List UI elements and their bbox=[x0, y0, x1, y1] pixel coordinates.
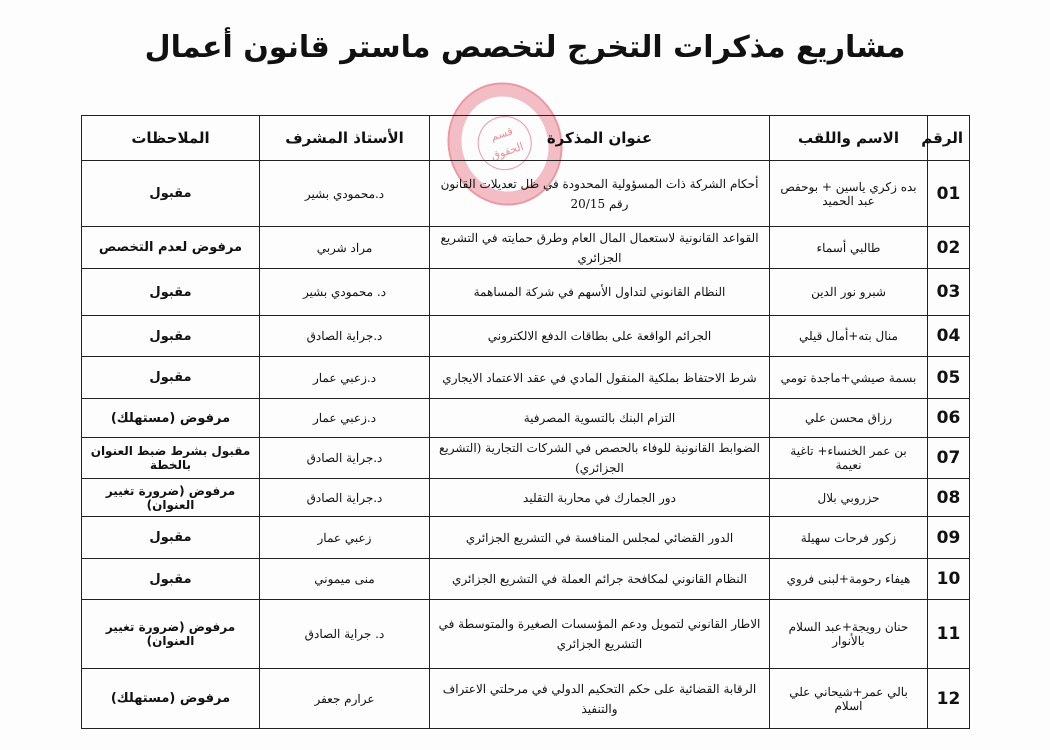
table-header-row bbox=[82, 116, 970, 161]
supervisor: د.جراية الصادق bbox=[260, 316, 430, 357]
supervisor: د.زعبي عمار bbox=[260, 399, 430, 438]
thesis-topic: القواعد القانونية لاستعمال المال العام وطرق حمايته في التشريع الجزائري bbox=[430, 227, 770, 269]
header-supervisor: الأستاذ المشرف bbox=[260, 116, 430, 161]
notes: مقبول bbox=[82, 357, 260, 399]
notes: مقبول bbox=[82, 517, 260, 559]
notes: مرفوض (مستهلك) bbox=[82, 669, 260, 729]
thesis-topic: الرقابة القضائية على حكم التحكيم الدولي في مرحلتي الاعتراف والتنفيذ bbox=[430, 669, 770, 729]
table-row bbox=[82, 669, 970, 729]
thesis-topic: النظام القانوني لمكافحة جرائم العملة في التشريع الجزائري bbox=[430, 559, 770, 600]
student-name: حنان رويجة+عبد السلام بالأنوار bbox=[770, 600, 928, 669]
student-name: حزروبي بلال bbox=[770, 479, 928, 517]
thesis-topic: النظام القانوني لتداول الأسهم في شركة المساهمة bbox=[430, 269, 770, 316]
notes: مرفوض (ضرورة تغيير العنوان) bbox=[82, 479, 260, 517]
student-name: بالي عمر+شيحاني علي اسلام bbox=[770, 669, 928, 729]
row-number: 06 bbox=[928, 399, 970, 438]
row-number: 11 bbox=[928, 600, 970, 669]
table-row bbox=[82, 316, 970, 357]
table-row bbox=[82, 161, 970, 227]
student-name: طالبي أسماء bbox=[770, 227, 928, 269]
supervisor: مراد شربي bbox=[260, 227, 430, 269]
supervisor: منى ميموني bbox=[260, 559, 430, 600]
row-number: 12 bbox=[928, 669, 970, 729]
row-number: 03 bbox=[928, 269, 970, 316]
supervisor: زعبي عمار bbox=[260, 517, 430, 559]
page-title: مشاريع مذكرات التخرج لتخصص ماستر قانون أعمال bbox=[144, 30, 906, 65]
notes: مقبول بشرط ضبط العنوان بالخطة bbox=[82, 438, 260, 479]
student-name: بن عمر الخنساء+ تاغية نعيمة bbox=[770, 438, 928, 479]
notes: مقبول bbox=[82, 559, 260, 600]
row-number: 04 bbox=[928, 316, 970, 357]
header-notes: الملاحظات bbox=[82, 116, 260, 161]
thesis-topic: الاطار القانوني لتمويل ودعم المؤسسات الصغيرة والمتوسطة في التشريع الجزائري bbox=[430, 600, 770, 669]
row-number: 02 bbox=[928, 227, 970, 269]
table-row bbox=[82, 399, 970, 438]
thesis-topic: أحكام الشركة ذات المسؤولية المحدودة في ظل تعديلات القانون رقم 20/15 bbox=[430, 161, 770, 227]
row-number: 08 bbox=[928, 479, 970, 517]
notes: مقبول bbox=[82, 269, 260, 316]
student-name: زكور فرحات سهيلة bbox=[770, 517, 928, 559]
thesis-topic: التزام البنك بالتسوية المصرفية bbox=[430, 399, 770, 438]
table-row bbox=[82, 227, 970, 269]
supervisor: د.جراية الصادق bbox=[260, 438, 430, 479]
thesis-topic: الضوابط القانونية للوفاء بالحصص في الشركات التجارية (التشريع الجزائري) bbox=[430, 438, 770, 479]
thesis-topic: شرط الاحتفاظ بملكية المنقول المادي في عقد الاعتماد الايجاري bbox=[430, 357, 770, 399]
header-name: الاسم واللقب bbox=[770, 116, 928, 161]
thesis-topic: الدور القضائي لمجلس المنافسة في التشريع الجزائري bbox=[430, 517, 770, 559]
notes: مرفوض (ضرورة تغيير العنوان) bbox=[82, 600, 260, 669]
row-number: 09 bbox=[928, 517, 970, 559]
row-number: 05 bbox=[928, 357, 970, 399]
supervisor: د.زعبي عمار bbox=[260, 357, 430, 399]
table-row bbox=[82, 517, 970, 559]
row-number: 10 bbox=[928, 559, 970, 600]
table-row bbox=[82, 438, 970, 479]
student-name: بسمة صيشي+ماجدة تومي bbox=[770, 357, 928, 399]
header-number: الرقم bbox=[928, 116, 970, 161]
table-row bbox=[82, 357, 970, 399]
student-name: شبرو نور الدين bbox=[770, 269, 928, 316]
student-name: بده زكري ياسين + بوحفص عبد الحميد bbox=[770, 161, 928, 227]
thesis-topic: دور الجمارك في محاربة التقليد bbox=[430, 479, 770, 517]
notes: مقبول bbox=[82, 316, 260, 357]
supervisor: د.جراية الصادق bbox=[260, 479, 430, 517]
table-row bbox=[82, 600, 970, 669]
table-row bbox=[82, 559, 970, 600]
table-row bbox=[82, 479, 970, 517]
supervisor: د.محمودي بشير bbox=[260, 161, 430, 227]
thesis-topic: الجرائم الواقعة على بطاقات الدفع الالكتروني bbox=[430, 316, 770, 357]
student-name: رزاق محسن علي bbox=[770, 399, 928, 438]
theses-table bbox=[81, 115, 970, 729]
row-number: 07 bbox=[928, 438, 970, 479]
notes: مرفوض لعدم التخصص bbox=[82, 227, 260, 269]
notes: مقبول bbox=[82, 161, 260, 227]
supervisor: د. جراية الصادق bbox=[260, 600, 430, 669]
row-number: 01 bbox=[928, 161, 970, 227]
notes: مرفوض (مستهلك) bbox=[82, 399, 260, 438]
student-name: منال بته+أمال قيلي bbox=[770, 316, 928, 357]
student-name: هيفاء رحومة+لبنى فروي bbox=[770, 559, 928, 600]
table-row bbox=[82, 269, 970, 316]
supervisor: د. محمودي بشير bbox=[260, 269, 430, 316]
stamp-text: قسم الحقوق bbox=[471, 109, 539, 177]
supervisor: عرارم جعفر bbox=[260, 669, 430, 729]
header-topic: عنوان المذكرة bbox=[430, 116, 770, 161]
